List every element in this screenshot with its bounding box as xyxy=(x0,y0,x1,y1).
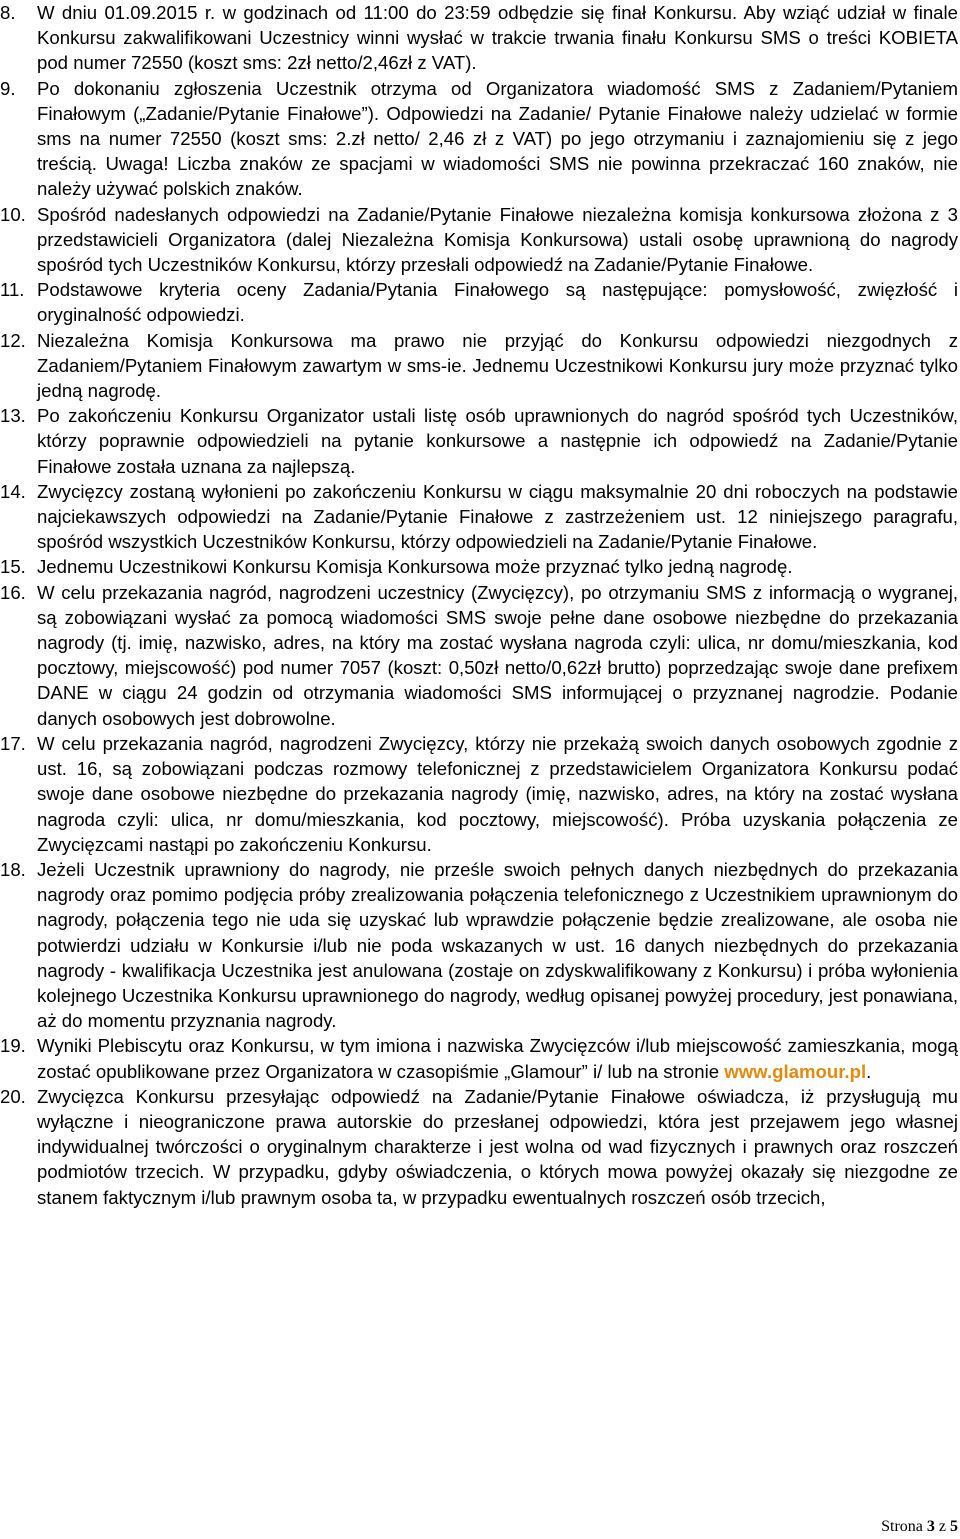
list-item-17 xyxy=(0,731,958,857)
list-item-12 xyxy=(0,328,958,404)
footer-page-total: 5 xyxy=(950,1518,958,1535)
list-item-15 xyxy=(0,554,958,579)
list-item-11 xyxy=(0,277,958,327)
item-number: 14. xyxy=(0,480,26,502)
item-number: 9. xyxy=(0,77,16,99)
footer-label: Strona xyxy=(881,1518,923,1535)
item-number: 19. xyxy=(0,1035,26,1057)
item-number: 15. xyxy=(0,556,26,578)
item-number: 10. xyxy=(0,203,26,225)
item-text: Zwycięzca Konkursu przesyłając odpowiedź na Zadanie/Pytanie Finałowe oświadcza, iż przysługują mu wyłączne i nieograniczone prawa autorskie do przesłanej odpowiedzi, która jest przejawem jego własnej indywidualnej twórczości o oryginalnym charakterze i jest wolna od wad fizycznych i prawnych oraz roszczeń podmiotów trzecich. W przypadku, gdyby oświadczenia, o których mowa powyżej okazały się niezgodne ze stanem faktycznym i/lub prawnym osoba ta, w przypadku ewentualnych roszczeń osób trzecich, xyxy=(37,1085,958,1208)
list-item-8 xyxy=(0,0,958,76)
list-item-16 xyxy=(0,580,958,731)
item-text: Jeżeli Uczestnik uprawniony do nagrody, nie prześle swoich pełnych danych niezbędnych do przekazania nagrody oraz pomimo podjęcia próby zrealizowania połączenia telefonicznego z Uczestnikiem uprawnionym do nagrody, połączenia tego nie uda się uzyskać lub wprawdzie połączenie będzie zrealizowane, ale osoba nie potwierdzi udziału w Konkursie i/lub nie poda wskazanych w ust. 16 danych niezbędnych do przekazania nagrody - kwalifikacja Uczestnika jest anulowana (zostaje on zdyskwalifikowany z Konkursu) i próba wyłonienia kolejnego Uczestnika Konkursu uprawnionego do nagrody, według opisanej powyżej procedury, jest ponawiana, aż do momentu przyznania nagrody. xyxy=(37,858,958,1032)
item-number: 20. xyxy=(0,1085,26,1107)
item-text: W celu przekazania nagród, nagrodzeni uczestnicy (Zwycięzcy), po otrzymaniu SMS z informacją o wygranej, są zobowiązani wysłać za pomocą wiadomości SMS swoje pełne dane osobowe niezbędne do przekazania nagrody (tj. imię, nazwisko, adres, na który ma zostać wysłana nagroda czyli: ulica, nr domu/mieszkania, kod pocztowy, miejscowość) pod numer 7057 (koszt: 0,50zł netto/0,62zł brutto) poprzedzając swoje dane prefixem DANE w ciągu 24 godzin od otrzymania wiadomości SMS informującej o przyznanej nagrodzie. Podanie danych osobowych jest dobrowolne. xyxy=(37,581,958,729)
glamour-website-link[interactable]: www.glamour.pl xyxy=(724,1060,867,1082)
list-item-14 xyxy=(0,479,958,555)
item-text: W dniu 01.09.2015 r. w godzinach od 11:00 do 23:59 odbędzie się finał Konkursu. Aby wziąć udział w finale Konkursu zakwalifikowani Uczestnicy winni wysłać w trakcie trwania finału Konkursu SMS o treści KOBIETA pod numer 72550 (koszt sms: 2zł netto/2,46zł z VAT). xyxy=(37,2,958,74)
item-text-end: . xyxy=(866,1060,872,1082)
item-text: Spośród nadesłanych odpowiedzi na Zadanie/Pytanie Finałowe niezależna komisja konkursowa złożona z 3 przedstawicieli Organizatora (dalej Niezależna Komisja Konkursowa) ustali osobę uprawnioną do nagrody spośród tych Uczestników Konkursu, którzy przesłali odpowiedź na Zadanie/Pytanie Finałowe. xyxy=(37,203,958,276)
item-text: Po dokonaniu zgłoszenia Uczestnik otrzyma od Organizatora wiadomość SMS z Zadaniem/Pytaniem Finałowym („Zadanie/Pytanie Finałowe”). Odpowiedzi na Zadanie/ Pytanie Finałowe należy udzielać w formie sms na numer 72550 (koszt sms: 2.zł netto/ 2,46 zł z VAT) po jego otrzymaniu i zaznajomieniu się z jego treścią. Uwaga! Liczba znaków ze spacjami w wiadomości SMS nie powinna przekraczać 160 znaków, nie należy używać polskich znaków. xyxy=(37,77,958,200)
page-footer xyxy=(881,1517,958,1537)
item-number: 18. xyxy=(0,858,26,880)
item-text: Wyniki Plebiscytu oraz Konkursu, w tym imiona i nazwiska Zwycięzców i/lub miejscowość zamieszkania, mogą zostać opublikowane przez Organizatora w czasopiśmie „Glamour” i/ lub na stronie xyxy=(37,1035,958,1082)
item-number: 16. xyxy=(0,581,26,603)
item-text: Jednemu Uczestnikowi Konkursu Komisja Konkursowa może przyznać tylko jedną nagrodę. xyxy=(37,556,793,578)
footer-page-number: 3 xyxy=(926,1518,935,1535)
item-text: Niezależna Komisja Konkursowa ma prawo nie przyjąć do Konkursu odpowiedzi niezgodnych z Zadaniem/Pytaniem Finałowym zawartym w sms-ie. Jednemu Uczestnikowi Konkursu jury może przyznać tylko jedną nagrodę. xyxy=(37,329,958,402)
item-number: 12. xyxy=(0,329,26,351)
list-item-9 xyxy=(0,76,958,202)
item-number: 8. xyxy=(0,2,16,23)
item-text: Podstawowe kryteria oceny Zadania/Pytania Finałowego są następujące: pomysłowość, zwięzłość i oryginalność odpowiedzi. xyxy=(37,279,958,326)
list-item-19 xyxy=(0,1033,958,1083)
item-number: 13. xyxy=(0,405,26,427)
item-number: 11. xyxy=(0,279,25,301)
list-item-13 xyxy=(0,403,958,479)
item-text: Po zakończeniu Konkursu Organizator ustali listę osób uprawnionych do nagród spośród tych Uczestników, którzy poprawnie odpowiedzieli na pytanie konkursowe a następnie ich odpowiedź na Zadanie/Pytanie Finałowe została uznana za najlepszą. xyxy=(37,405,958,477)
footer-separator: z xyxy=(938,1518,946,1535)
list-item-18 xyxy=(0,857,958,1033)
item-number: 17. xyxy=(0,732,26,754)
list-item-10 xyxy=(0,202,958,278)
item-text: Zwycięzcy zostaną wyłonieni po zakończeniu Konkursu w ciągu maksymalnie 20 dni roboczych na podstawie najciekawszych odpowiedzi na Zadanie/Pytanie Finałowe z zastrzeżeniem ust. 12 niniejszego paragrafu, spośród wszystkich Uczestników Konkursu, którzy odpowiedzieli na Zadanie/Pytanie Finałowe. xyxy=(37,480,958,553)
item-text: W celu przekazania nagród, nagrodzeni Zwycięzcy, którzy nie przekażą swoich danych osobowych zgodnie z ust. 16, są zobowiązani podczas rozmowy telefonicznej z przedstawicielem Organizatora Konkursu podać swoje dane osobowe niezbędne do przekazania nagrody (imię, nazwisko, adres, na który na zostać wysłana nagroda czyli: ulica, nr domu/mieszkania, kod pocztowy, miejscowość). Próba uzyskania połączenia ze Zwycięzcami nastąpi po zakończeniu Konkursu. xyxy=(37,732,958,855)
list-item-20 xyxy=(0,1084,958,1210)
